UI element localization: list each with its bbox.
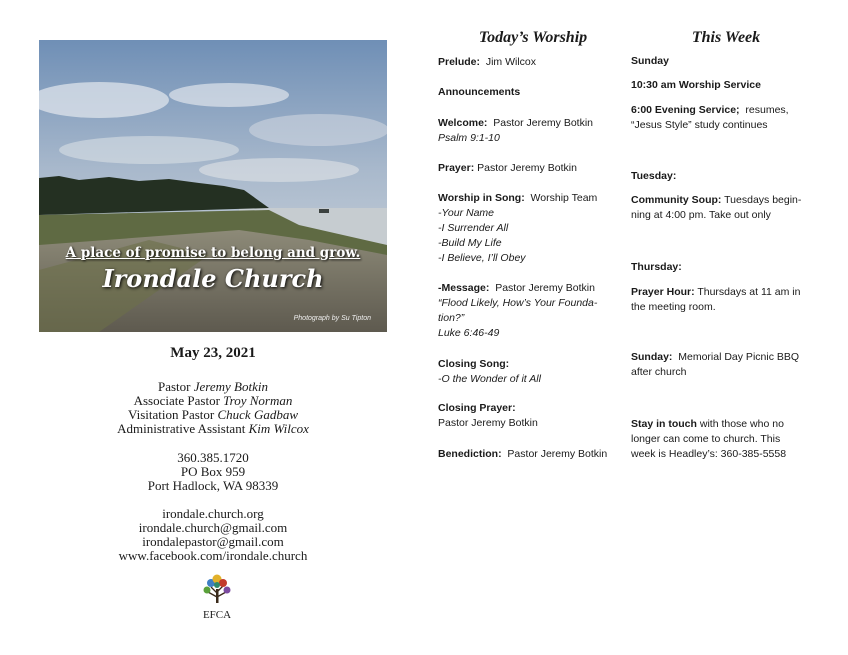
- prayer-hour-value-cont: the meeting room.: [631, 301, 716, 313]
- staff-line: [39, 380, 387, 394]
- evening-value-cont: “Jesus Style” study continues: [631, 119, 768, 131]
- this-week-column: [631, 29, 821, 460]
- staff-name: Chuck Gadbaw: [217, 407, 299, 422]
- week-heading: This Week: [691, 29, 761, 46]
- worship-service: 10:30 am Worship Service: [631, 79, 761, 91]
- staff-line: [39, 394, 387, 408]
- staff-name: Troy Norman: [223, 393, 293, 408]
- evening-value: resumes,: [739, 104, 789, 116]
- message: [438, 281, 628, 341]
- song-item: -Your Name: [438, 207, 495, 219]
- song-item: -Build My Life: [438, 237, 502, 249]
- message-value: Pastor Jeremy Botkin: [489, 282, 595, 294]
- evening-label: 6:00 Evening Service;: [631, 104, 740, 116]
- welcome: [438, 116, 628, 146]
- closing-prayer-value: Pastor Jeremy Botkin: [438, 417, 538, 429]
- song-item: -I Believe, I’ll Obey: [438, 252, 526, 264]
- email-link-church[interactable]: irondale.church@gmail.com: [138, 520, 288, 535]
- staff-list: [39, 380, 387, 436]
- closing-prayer-label: Closing Prayer:: [438, 402, 516, 414]
- prayer-hour-value: Thursdays at 11 am in: [694, 286, 801, 298]
- closing-song-label: Closing Song:: [438, 358, 510, 370]
- po-box: PO Box 959: [180, 464, 246, 479]
- email-link-pastor[interactable]: irondalepastor@gmail.com: [142, 534, 284, 549]
- tagline: A place of promise to belong and grow.: [65, 245, 361, 261]
- staff-line: [39, 408, 387, 422]
- benediction: [438, 447, 628, 462]
- staff-role: Visitation Pastor: [127, 407, 218, 422]
- facebook-link[interactable]: www.facebook.com/irondale.church: [118, 548, 308, 563]
- church-name: Irondale Church: [102, 264, 324, 293]
- stay-in-touch: [631, 417, 821, 462]
- staff-name: Kim Wilcox: [248, 421, 309, 436]
- touch-phone: week is Headley’s: 360-385-5558: [631, 448, 787, 460]
- efca-logo: [197, 573, 237, 621]
- welcome-label: Welcome:: [438, 117, 488, 129]
- community-soup: [631, 193, 821, 223]
- sunday2-value: Memorial Day Picnic BBQ: [672, 351, 800, 363]
- closing-song: [438, 357, 628, 387]
- photo-credit: Photograph by Su Tipton: [293, 315, 371, 322]
- phone: 360.385.1720: [177, 450, 249, 465]
- song-item: -I Surrender All: [438, 222, 509, 234]
- soup-value-cont: ning at 4:00 pm. Take out only: [631, 209, 771, 221]
- prayer-hour-label: Prayer Hour:: [631, 286, 695, 298]
- message-title-cont: tion?”: [438, 312, 465, 324]
- prayer-label: Prayer:: [438, 162, 475, 174]
- message-scripture: Luke 6:46-49: [438, 327, 500, 339]
- sunday2-label: Sunday:: [631, 351, 673, 363]
- web-links: [39, 507, 387, 563]
- message-label: -Message:: [438, 282, 490, 294]
- benediction-value: Pastor Jeremy Botkin: [501, 448, 608, 460]
- staff-role: Associate Pastor: [133, 393, 224, 408]
- prayer-value: Pastor Jeremy Botkin: [474, 162, 577, 174]
- prayer: [438, 161, 628, 176]
- worship-in-song: [438, 191, 628, 266]
- service-date: May 23, 2021: [170, 345, 256, 361]
- closing-song-value: -O the Wonder of it All: [438, 373, 541, 385]
- touch-label: Stay in touch: [631, 418, 697, 430]
- touch-value-cont: longer can come to church. This: [631, 433, 781, 445]
- worship-heading: Today’s Worship: [478, 29, 588, 46]
- benediction-label: Benediction:: [438, 448, 502, 460]
- song-label: Worship in Song:: [438, 192, 525, 204]
- prayer-hour: [631, 285, 821, 315]
- city: Port Hadlock, WA 98339: [147, 478, 279, 493]
- tuesday-heading: Tuesday:: [631, 170, 677, 182]
- staff-name: Jeremy Botkin: [193, 379, 268, 394]
- tree-icon: [202, 573, 232, 605]
- message-title: “Flood Likely, How’s Your Founda-: [438, 297, 598, 309]
- thursday-heading: Thursday:: [631, 261, 682, 273]
- announcements: Announcements: [438, 86, 521, 98]
- sunday-heading: Sunday: [631, 55, 669, 67]
- prelude-value: Jim Wilcox: [480, 56, 537, 68]
- efca-label: EFCA: [202, 609, 232, 621]
- welcome-value: Pastor Jeremy Botkin: [487, 117, 594, 129]
- sunday2-value-cont: after church: [631, 366, 687, 378]
- worship-column: [438, 29, 628, 460]
- prelude-label: Prelude:: [438, 56, 481, 68]
- prelude: [438, 55, 628, 70]
- soup-value: Tuesdays begin-: [721, 194, 802, 206]
- evening-service: [631, 103, 821, 133]
- touch-value: with those who no: [696, 418, 784, 430]
- closing-prayer: [438, 401, 628, 431]
- soup-label: Community Soup:: [631, 194, 722, 206]
- cover-photo: [39, 40, 387, 332]
- staff-role: Pastor: [158, 379, 194, 394]
- staff-line: [39, 422, 387, 436]
- memorial-day-picnic: [631, 350, 821, 380]
- website-link[interactable]: irondale.church.org: [162, 506, 264, 521]
- staff-role: Administrative Assistant: [117, 421, 249, 436]
- contact-info: [39, 451, 387, 493]
- welcome-scripture: Psalm 9:1-10: [438, 132, 500, 144]
- song-value: Worship Team: [524, 192, 598, 204]
